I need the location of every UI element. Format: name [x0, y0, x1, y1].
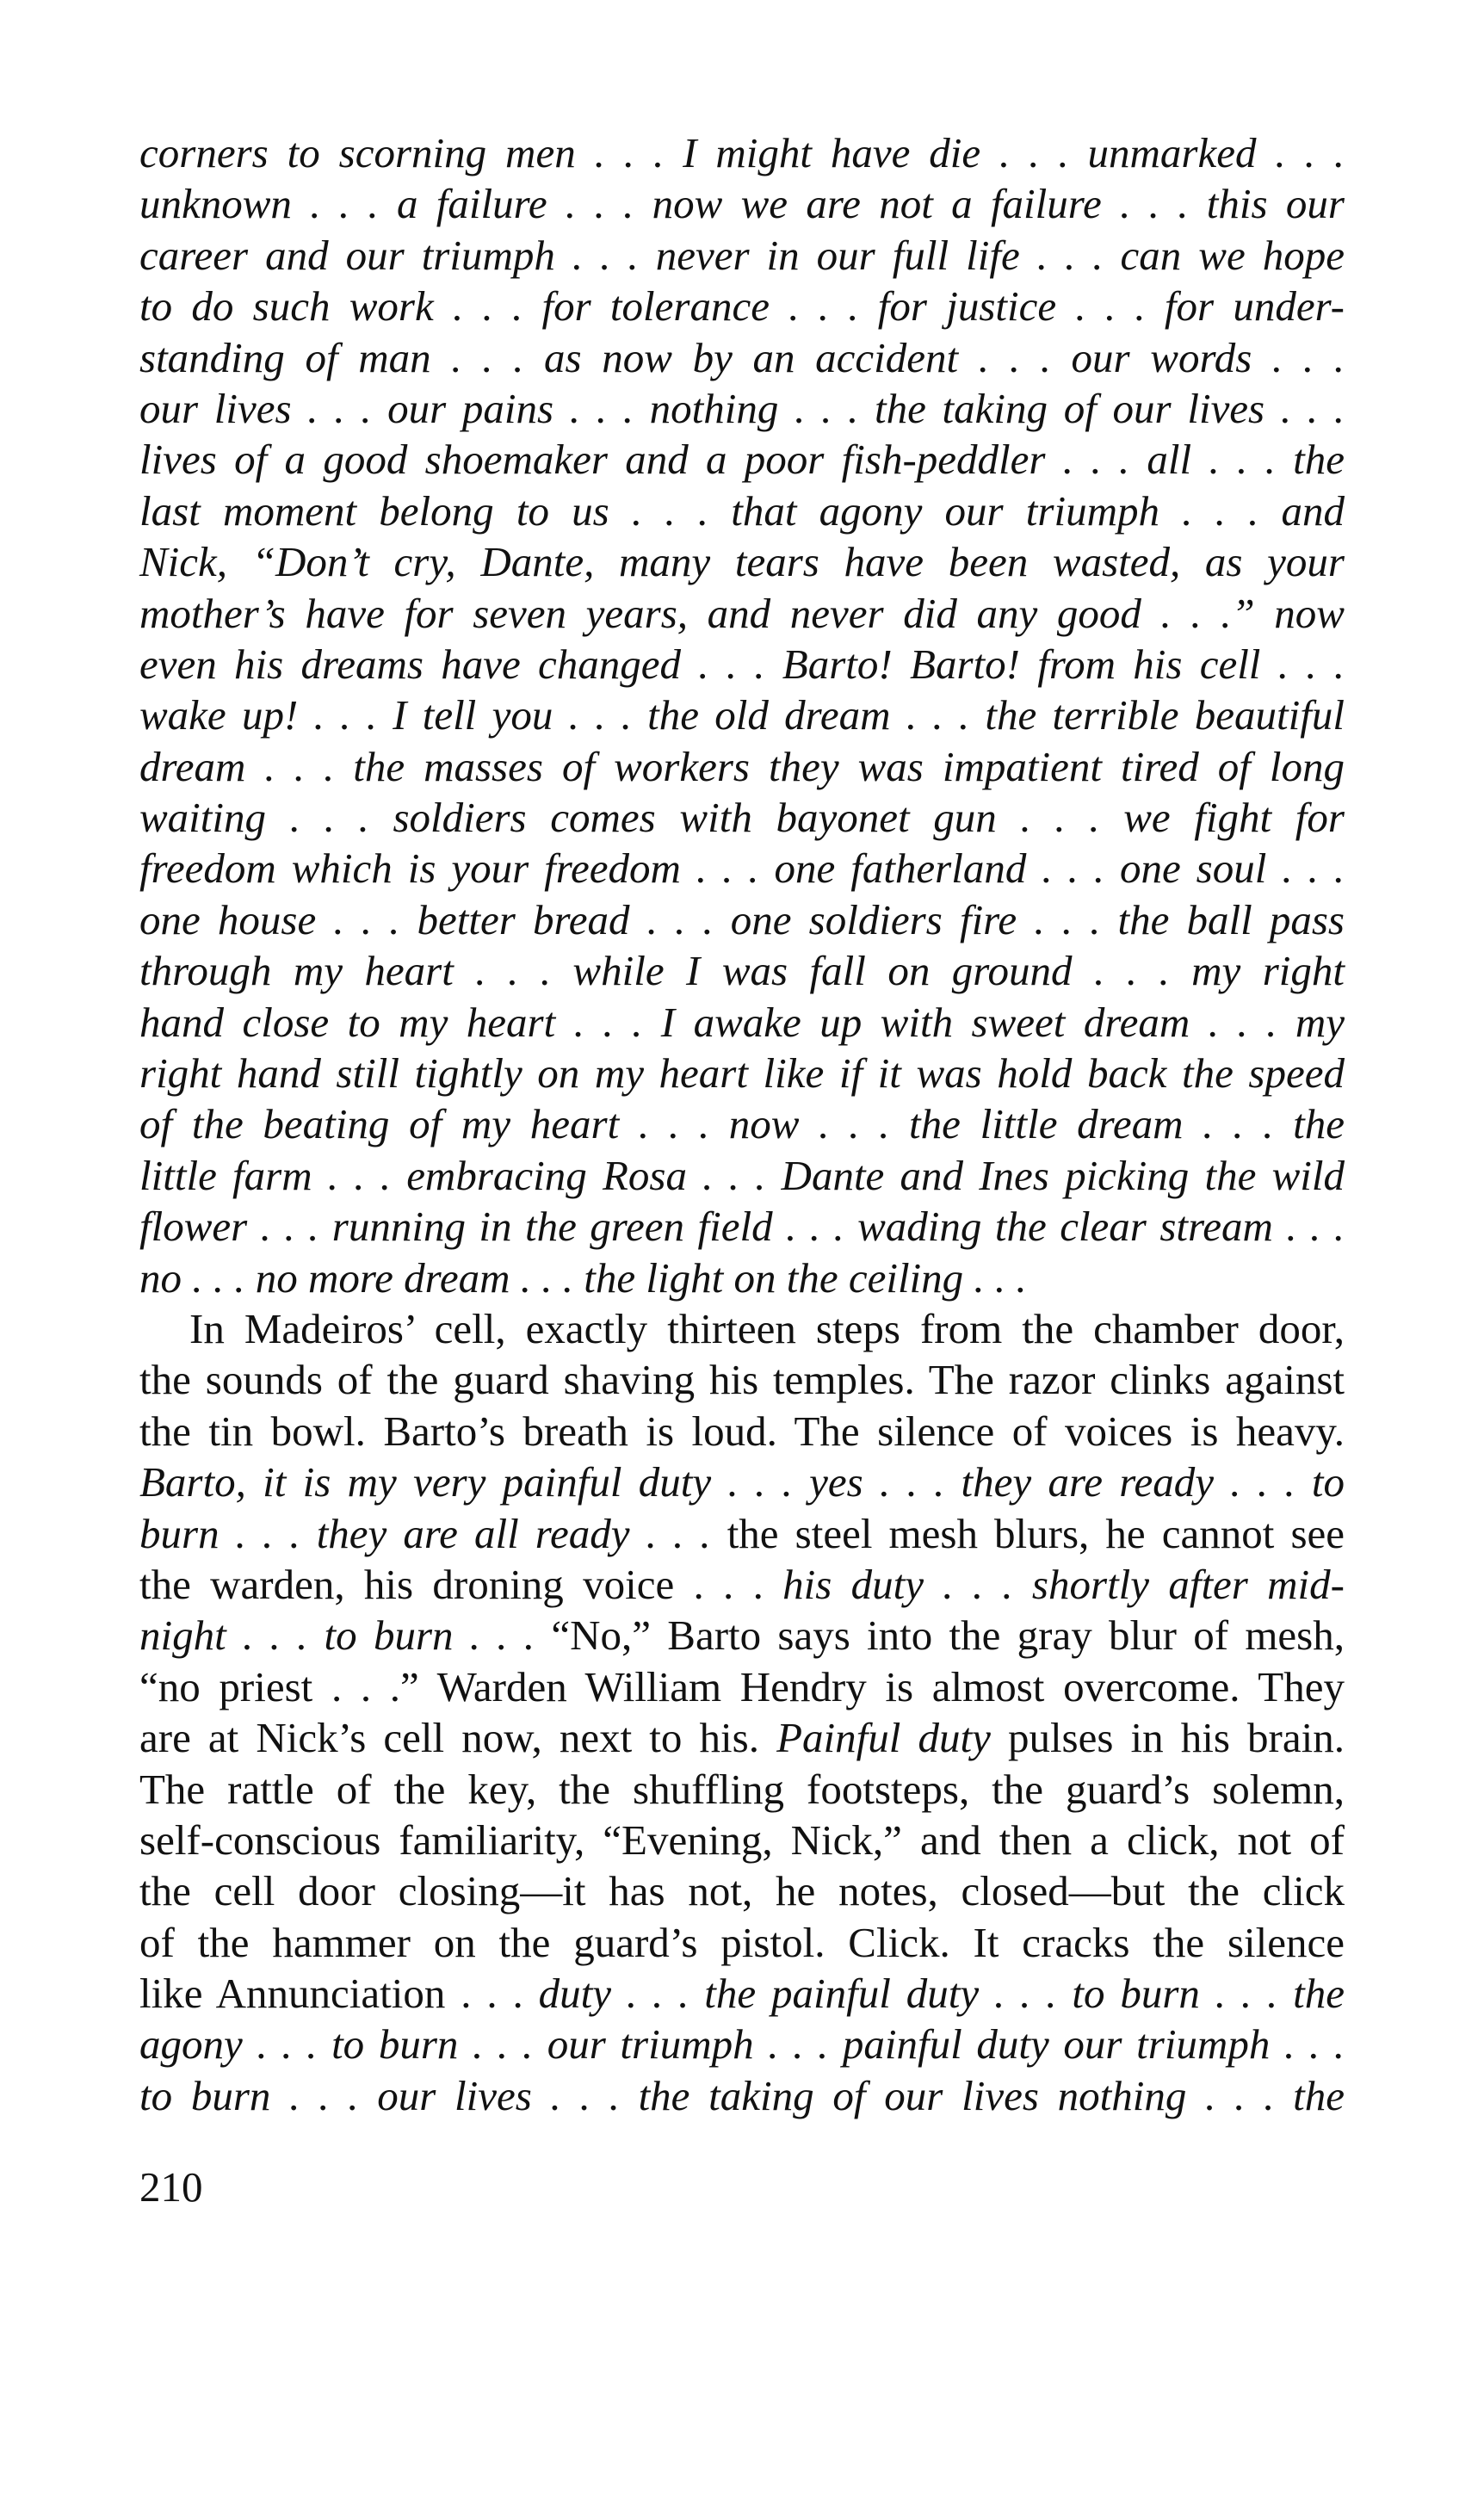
roman-text: The rattle of the key, the shuffling footsteps, the guard’s solemn, — [139, 1765, 1345, 1813]
text-line: mother’s have for seven years, and never did any good . . .” now — [139, 589, 1345, 637]
text-line — [139, 1610, 1345, 1661]
text-line — [139, 1559, 1345, 1610]
roman-text: are at Nick’s cell now, next to his. — [139, 1714, 777, 1762]
text-line: standing of man . . . as now by an accident . . . our words . . . — [139, 333, 1345, 381]
text-line: one house . . . better bread . . . one soldiers fire . . . the ball pass — [139, 895, 1345, 943]
roman-text: like Annunciation . . . — [139, 1970, 539, 2018]
italic-text: his duty . . . shortly after mid- — [782, 1560, 1345, 1608]
text-line — [139, 1508, 1345, 1559]
text-line — [139, 1712, 1345, 1763]
text-line: flower . . . running in the green field . . . wading the clear stream . . . — [139, 1203, 1345, 1251]
text-line: unknown . . . a failure . . . now we are not a failure . . . this our — [139, 180, 1345, 228]
roman-text: pulses in his brain. — [990, 1714, 1345, 1762]
page-text — [139, 127, 1345, 2121]
italic-text: burn . . . they are all ready . . . — [139, 1509, 727, 1557]
text-line: career and our triumph . . . never in our full life . . . can we hope — [139, 231, 1345, 279]
roman-text: the steel mesh blurs, he cannot see — [727, 1509, 1345, 1557]
text-line: right hand still tightly on my heart like if it was hold back the speed — [139, 1049, 1345, 1098]
text-line: of the beating of my heart . . . now . . . the little dream . . . the — [139, 1100, 1345, 1148]
roman-text: “no priest . . .” Warden William Hendry is almost overcome. They — [139, 1662, 1345, 1710]
italic-text: to burn . . . our lives . . . the taking of our lives nothing . . . the — [139, 2071, 1345, 2119]
text-line: corners to scorning men . . . I might have die . . . unmarked . . . — [139, 129, 1345, 176]
italic-text: Painful duty — [776, 1714, 991, 1762]
roman-text: the tin bowl. Barto’s breath is loud. The silence of voices is heavy. — [139, 1407, 1345, 1455]
roman-text: the warden, his droning voice . . . — [139, 1560, 783, 1608]
roman-text: In Madeiros’ cell, exactly thirteen steps from the chamber door, — [189, 1304, 1345, 1352]
text-line: last moment belong to us . . . that agony our triumph . . . and — [139, 486, 1345, 535]
text-line: lives of a good shoemaker and a poor fish-peddler . . . all . . . the — [139, 436, 1345, 484]
text-line — [139, 1865, 1345, 1916]
text-line: hand close to my heart . . . I awake up with sweet dream . . . my — [139, 998, 1345, 1046]
roman-text: “No,” Barto says into the gray blur of mesh, — [551, 1611, 1345, 1660]
text-line: no . . . no more dream . . . the light on the ceiling . . . — [139, 1253, 1027, 1302]
text-line — [139, 1968, 1345, 2019]
paragraph — [139, 1303, 1345, 2121]
text-line — [139, 1815, 1345, 1865]
text-line — [139, 2019, 1345, 2069]
text-line — [139, 1457, 1345, 1507]
text-line: to do such work . . . for tolerance . . . for justice . . . for under- — [139, 282, 1345, 331]
text-line — [139, 1764, 1345, 1815]
italic-passage — [139, 127, 1345, 1303]
text-line — [139, 1406, 1345, 1457]
text-line: freedom which is your freedom . . . one fatherland . . . one soul . . . — [139, 844, 1345, 893]
text-line — [139, 2070, 1345, 2121]
text-line — [139, 1354, 1345, 1405]
roman-text: self-conscious familiarity, “Evening, Nick,” and then a click, not of — [139, 1815, 1345, 1864]
italic-text: duty . . . the painful duty . . . to burn . . . the — [538, 1970, 1345, 2018]
text-line: Nick, “Don’t cry, Dante, many tears have been wasted, as your — [139, 538, 1345, 586]
text-line — [139, 1303, 1345, 1354]
page-number: 210 — [139, 2163, 203, 2211]
text-line: little farm . . . embracing Rosa . . . Dante and Ines picking the wild — [139, 1151, 1345, 1199]
text-line: dream . . . the masses of workers they was impatient tired of long — [139, 742, 1345, 790]
text-line: even his dreams have changed . . . Barto! Barto! from his cell . . . — [139, 640, 1345, 688]
text-line: our lives . . . our pains . . . nothing . . . the taking of our lives . . . — [139, 384, 1345, 432]
text-line: through my heart . . . while I was fall on ground . . . my right — [139, 947, 1345, 995]
italic-text: night . . . to burn . . . — [139, 1611, 552, 1660]
text-line — [139, 1917, 1345, 1968]
text-line: wake up! . . . I tell you . . . the old dream . . . the terrible beautiful — [139, 691, 1345, 739]
italic-text: agony . . . to burn . . . our triumph . . . painful duty our triumph . . . — [139, 2020, 1345, 2069]
text-line: waiting . . . soldiers comes with bayonet gun . . . we fight for — [139, 794, 1345, 842]
italic-text: Barto, it is my very painful duty . . . yes . . . they are ready . . . to — [139, 1458, 1345, 1506]
roman-text: the sounds of the guard shaving his temples. The razor clinks against — [139, 1356, 1345, 1404]
roman-text: the cell door closing—it has not, he notes, closed—but the click — [139, 1867, 1345, 1915]
roman-text: of the hammer on the guard’s pistol. Click. It cracks the silence — [139, 1918, 1345, 1966]
text-line — [139, 1661, 1345, 1712]
